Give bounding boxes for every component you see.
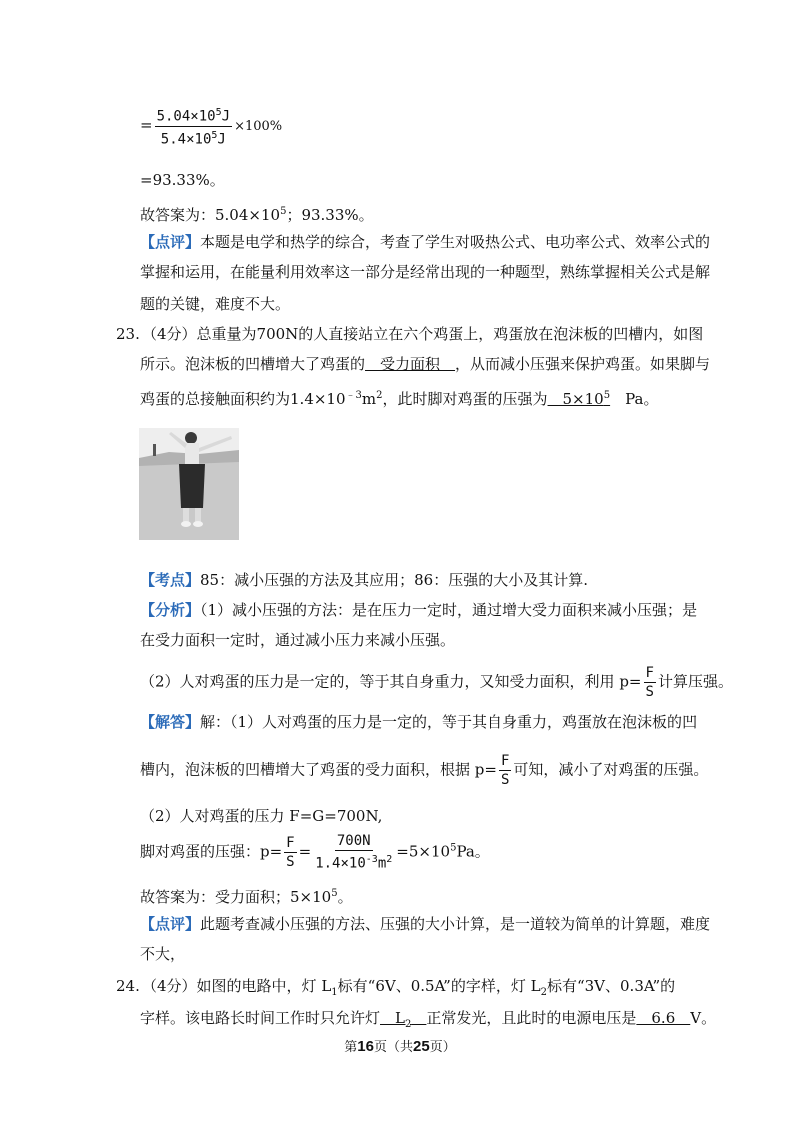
efficiency-fraction bbox=[155, 104, 232, 148]
equals-sign: = bbox=[140, 116, 153, 135]
efficiency-formula bbox=[140, 104, 282, 148]
question-23-line3: 鸡蛋的总接触面积约为$1.4\times 10^{﹣3}m^2$，此时脚对鸡蛋的压强为 $5\times 10^5$ Pa。 bbox=[140, 390, 659, 408]
fenxi-tag: 【分析】 bbox=[140, 601, 201, 619]
question-24-line2: 字样。该电路长时间工作时只允许灯 $L_2$ 正常发光，且此时的电源电压是 6.6 V。 bbox=[140, 1009, 717, 1030]
page-total: 25 bbox=[413, 1038, 430, 1055]
comment-tag: 【点评】 bbox=[140, 233, 201, 251]
question-number: 23. bbox=[116, 325, 140, 343]
percent-suffix: ×100% bbox=[234, 119, 283, 135]
answer-blank-3: $L_2$ bbox=[380, 1009, 412, 1030]
fraction-numerator: $5.04\times 10^5J$ bbox=[155, 104, 232, 127]
answer-line-23: 故答案为：受力面积；$5\times 10^5$。 bbox=[140, 888, 353, 906]
jieda-23-line3: （2）人对鸡蛋的压力 F=G=700N, bbox=[140, 807, 383, 825]
kaodian-tag: 【考点】 bbox=[140, 571, 201, 589]
efficiency-result: =93.33%。 bbox=[140, 171, 225, 189]
jieda-23-line2: 槽内，泡沫板的凹槽增大了鸡蛋的受力面积，根据 p= $\frac{F}{S}$ 可知，减小了对鸡蛋的压强。 bbox=[140, 753, 709, 788]
answer-blank-2: $5\times 10^5$ bbox=[547, 390, 611, 408]
question-number: 24. bbox=[116, 977, 140, 995]
pressure-formula-fraction: $\frac{F}{S}$ bbox=[645, 665, 654, 700]
jieda-23: 【解答】解：（1）人对鸡蛋的压力是一定的，等于其自身重力，鸡蛋放在泡沫板的凹 bbox=[140, 713, 698, 731]
question-23-line1: 23. （4分）总重量为700N的人直接站立在六个鸡蛋上，鸡蛋放在泡沫板的凹槽内，如图 bbox=[116, 325, 704, 343]
dianping-tag: 【点评】 bbox=[140, 915, 201, 933]
pressure-formula-fraction-2: $\frac{F}{S}$ bbox=[500, 753, 510, 788]
photo-drawing bbox=[139, 428, 239, 540]
fraction-denominator: $5.4\times 10^5J$ bbox=[160, 129, 226, 148]
answer-blank-4: 6.6 bbox=[636, 1009, 691, 1027]
question-24-line1: 24. （4分）如图的电路中，灯 $L_1$标有“6V、0.5A”的字样，灯 $L_2$标有“3V、0.3A”的 bbox=[116, 977, 676, 998]
jieda-tag: 【解答】 bbox=[140, 713, 201, 731]
person-on-eggs-photo bbox=[139, 428, 239, 540]
comment-22: 【点评】本题是电学和热学的综合，考查了学生对吸热公式、电功率公式、效率公式的 bbox=[140, 233, 711, 251]
question-23-line2: 所示。泡沫板的凹槽增大了鸡蛋的 受力面积 ，从而减小压强来保护鸡蛋。如果脚与 bbox=[140, 355, 711, 373]
fenxi-23: 【分析】（1）减小压强的方法：是在压力一定时，通过增大受力面积来减小压强；是 bbox=[140, 601, 698, 619]
kaodian-23: 【考点】85：减小压强的方法及其应用；86：压强的大小及其计算. bbox=[140, 571, 588, 589]
comment-22-line3: 题的关键，难度不大。 bbox=[140, 295, 291, 313]
pressure-fraction-numeric: $\frac{700N}{1.4\times 10^{-3}m^2}$ bbox=[315, 833, 393, 872]
dianping-23-line2: 不大， bbox=[140, 945, 186, 963]
answer-blank-1: 受力面积 bbox=[365, 355, 456, 373]
page-footer: 第16页（共25页） bbox=[344, 1038, 456, 1055]
comment-22-line2: 掌握和运用，在能量利用效率这一部分是经常出现的一种题型，熟练掌握相关公式是解 bbox=[140, 263, 711, 281]
answer-line-22: 故答案为：$5.04\times 10^5$；93.33%。 bbox=[140, 206, 374, 224]
fenxi-23-line2: 在受力面积一定时，通过减小压力来减小压强。 bbox=[140, 631, 456, 649]
dianping-23: 【点评】此题考查减小压强的方法、压强的大小计算，是一道较为简单的计算题，难度 bbox=[140, 915, 711, 933]
fenxi-23-line3: （2）人对鸡蛋的压力是一定的，等于其自身重力，又知受力面积，利用 p= $\frac{F}{S}$ 计算压强。 bbox=[140, 665, 733, 700]
page-number: 16 bbox=[357, 1038, 374, 1055]
pressure-fraction-symbolic: $\frac{F}{S}$ bbox=[286, 834, 295, 870]
jieda-23-line4: 脚对鸡蛋的压强：p= $\frac{F}{S}$ = $\frac{700N}{1.4\times 10^{-3}m^2}$ $=5\times 10^5Pa$。 bbox=[140, 833, 490, 872]
